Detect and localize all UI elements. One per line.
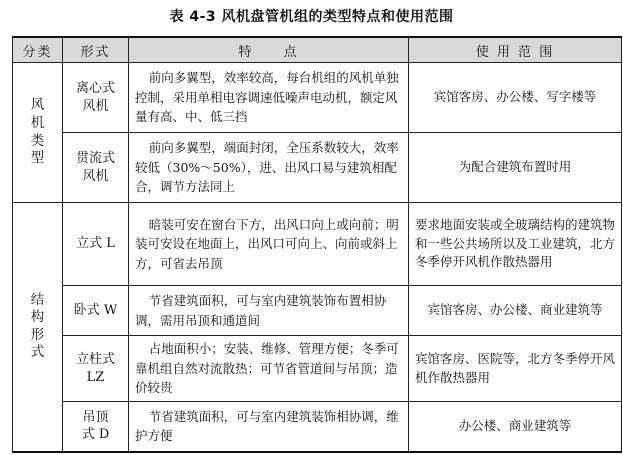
usage-cell: 办公楼、商业建筑等 [409,402,622,452]
table-row [13,402,622,452]
features-cell: 前向多翼型，效率较高，每台机组的风机单独控制，采用单相电容调速低噪声电动机，额定风量有高、中、低三挡 [129,63,409,133]
usage-cell: 为配合建筑布置时用 [409,133,622,203]
usage-cell: 要求地面安装或全玻璃结构的建筑物和一些公共场所以及工业建筑，北方冬季停开风机作散热器用 [409,203,622,286]
features-cell: 暗装可安在窗台下方，出风口向上或向前；明装可安设在地面上，出风口可向上、向前或斜上方，可省去吊顶 [129,203,409,286]
usage-cell: 宾馆客房、办公楼、写字楼等 [409,63,622,133]
features-cell: 前向多翼型，端面封闭，全压系数较大，效率较低（30%～50%），进、出风口易与建筑相配合，调节方法同上 [129,133,409,203]
category-structure: 结 构 形 式 [13,203,63,452]
table-title: 表 4-3 风机盘管机组的类型特点和使用范围 [169,9,454,25]
table-row [13,63,622,133]
usage-cell: 宾馆客房、办公楼、商业建筑等 [409,286,622,336]
fan-coil-table [12,36,622,453]
table-row [13,133,622,203]
form-vertical: 立式 L [63,203,129,286]
features-cell: 节省建筑面积，可与室内建筑装饰布置相协调，需用吊顶和通道间 [129,286,409,336]
form-centrifugal: 离心式 风机 [63,63,129,133]
header-usage: 使 用 范 围 [409,37,622,63]
form-column: 立柱式 LZ [63,336,129,402]
table-row [13,286,622,336]
form-ceiling: 吊顶 式 D [63,402,129,452]
features-cell: 节省建筑面积，可与室内建筑装饰相协调，维护方便 [129,402,409,452]
usage-cell: 宾馆客房、医院等，北方冬季停开风机作散热器用 [409,336,622,402]
header-features: 特 点 [129,37,409,63]
form-crossflow: 贯流式 风机 [63,133,129,203]
header-category: 分类 [13,37,63,63]
features-cell: 占地面积小；安装、维修、管理方便；冬季可靠机组自然对流散热；可节省管道间与吊顶；造价较贵 [129,336,409,402]
category-fan-type: 风 机 类 型 [13,63,63,203]
table-row [13,336,622,402]
header-form: 形式 [63,37,129,63]
header-row [13,37,622,63]
form-horizontal: 卧式 W [63,286,129,336]
table-row [13,203,622,286]
